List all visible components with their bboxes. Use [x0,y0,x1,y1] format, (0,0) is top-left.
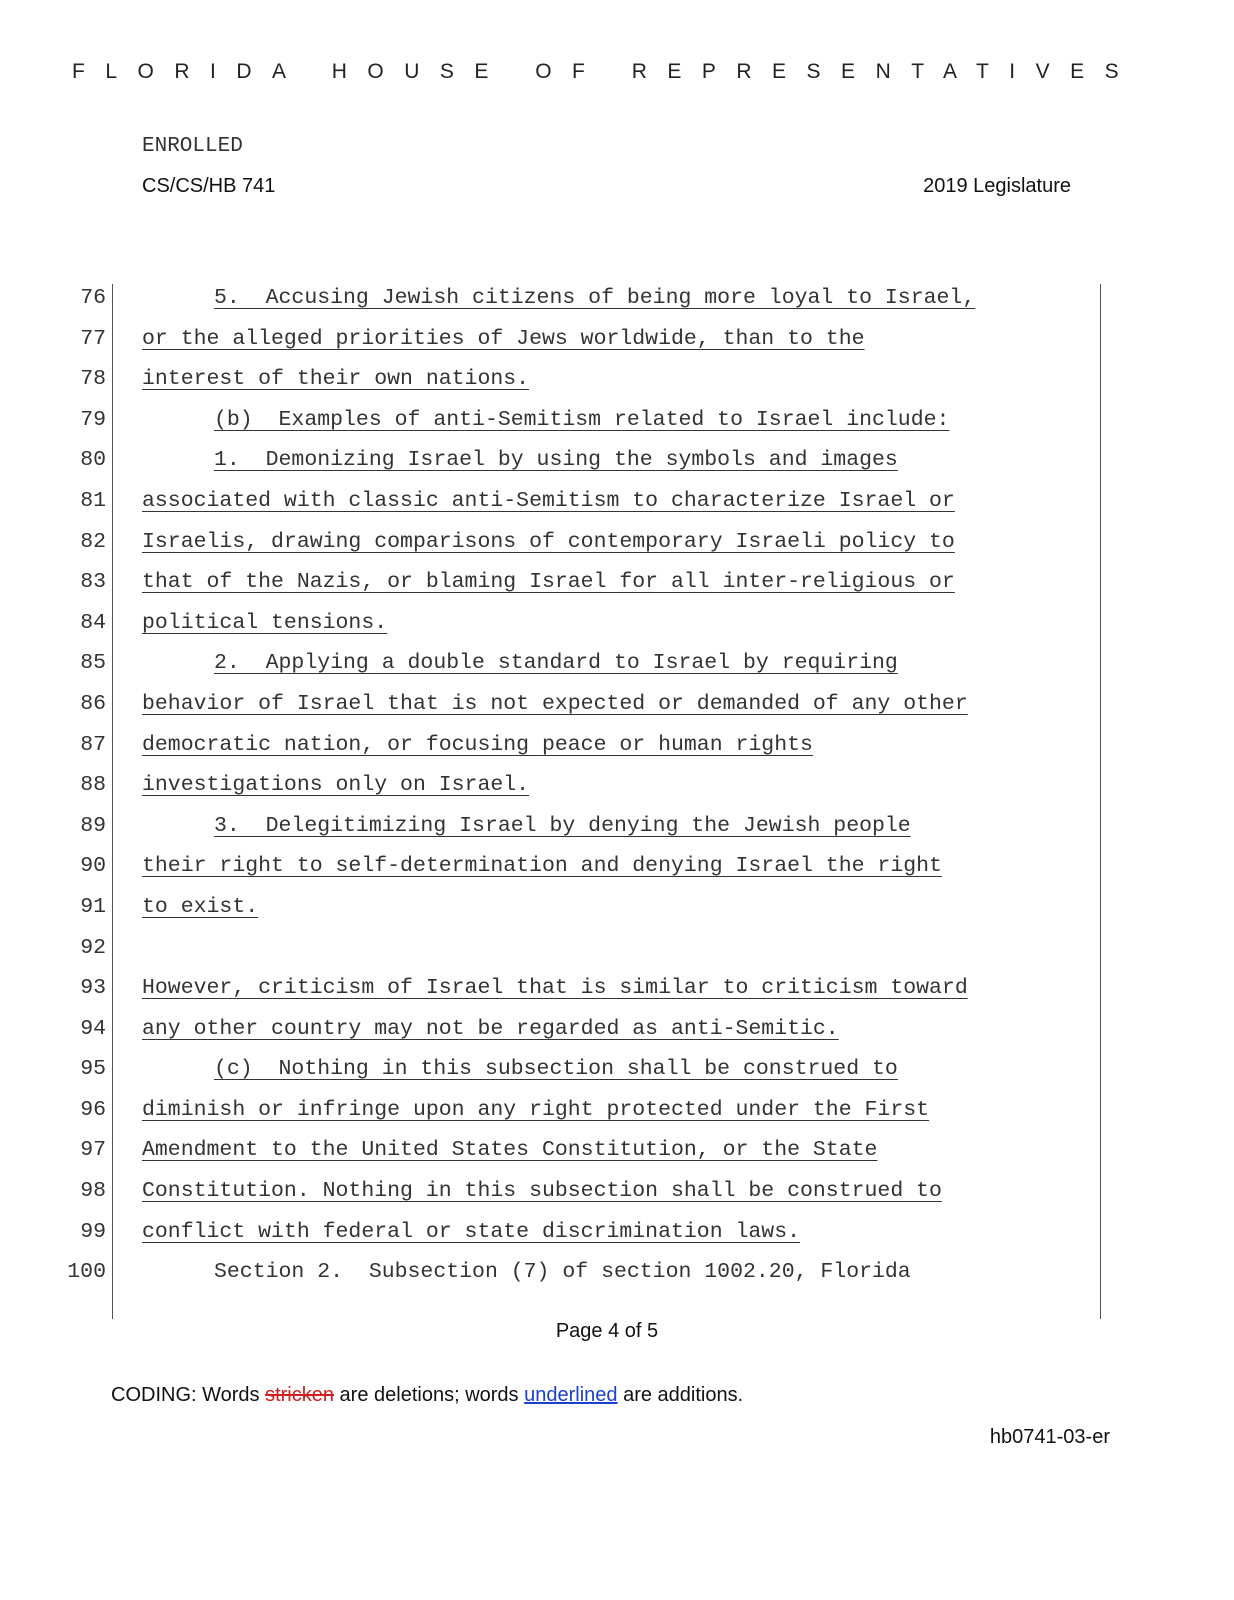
bill-id: CS/CS/HB 741 [142,175,276,197]
line-number: 91 [80,894,106,919]
line-text: 3. Delegitimizing Israel by denying the Jewish people [214,813,911,838]
line-number: 80 [80,448,106,473]
line-text: Israelis, drawing comparisons of contemporary Israeli policy to [142,529,955,554]
line-number: 99 [80,1219,106,1244]
bill-line [0,1015,1234,1056]
bill-line [0,365,1234,406]
bill-line [0,528,1234,569]
bill-line [0,974,1234,1015]
bill-line [0,406,1234,447]
line-number: 94 [80,1016,106,1041]
line-number: 90 [80,854,106,879]
bill-line [0,1055,1234,1096]
line-text: However, criticism of Israel that is similar to criticism toward [142,976,968,1001]
line-text: behavior of Israel that is not expected or demanded of any other [142,691,968,716]
document-id: hb0741-03-er [989,1426,1110,1448]
line-text: their right to self-determination and denying Israel the right [142,854,942,879]
bill-line [0,568,1234,609]
line-text: or the alleged priorities of Jews worldwide, than to the [142,326,865,351]
line-text: any other country may not be regarded as anti-Semitic. [142,1016,839,1041]
line-text: Constitution. Nothing in this subsection shall be construed to [142,1179,942,1204]
bill-line [0,325,1234,366]
bill-line [0,1136,1234,1177]
line-number: 83 [80,570,106,595]
line-number: 100 [67,1260,106,1285]
bill-line [0,771,1234,812]
bill-line [0,934,1234,975]
line-text: 5. Accusing Jewish citizens of being more loyal to Israel, [214,286,976,310]
line-number: 97 [80,1138,106,1163]
line-number: 81 [80,488,106,513]
bill-line [0,446,1234,487]
coding-underlined-sample: underlined [524,1384,618,1406]
bill-line [0,852,1234,893]
line-number: 86 [80,691,106,716]
page-number: Page 4 of 5 [555,1320,659,1342]
line-text: democratic nation, or focusing peace or human rights [142,732,813,757]
bill-line [0,1096,1234,1137]
bill-line [0,649,1234,690]
line-number: 88 [80,773,106,798]
coding-stricken-sample: stricken [265,1384,334,1406]
chamber-header: FLORIDA HOUSE OF REPRESENTATIVES [72,60,1140,83]
bill-line [0,690,1234,731]
coding-middle: are deletions; words [334,1384,525,1406]
line-number: 78 [80,367,106,392]
line-number: 84 [80,610,106,635]
line-number: 92 [80,935,106,960]
line-number: 87 [80,732,106,757]
line-text: investigations only on Israel. [142,773,530,798]
line-text: interest of their own nations. [142,367,530,392]
line-text: (c) Nothing in this subsection shall be construed to [214,1057,898,1082]
bill-line [0,1258,1234,1299]
bill-line [0,812,1234,853]
line-text: associated with classic anti-Semitism to characterize Israel or [142,488,955,513]
bill-line [0,731,1234,772]
line-number: 82 [80,529,106,554]
line-number: 89 [80,813,106,838]
line-number: 93 [80,976,106,1001]
line-number: 79 [80,407,106,432]
coding-suffix: are additions. [617,1384,744,1406]
bill-line [0,1177,1234,1218]
line-text: (b) Examples of anti-Semitism related to Israel include: [214,407,950,432]
line-text: diminish or infringe upon any right protected under the First [142,1097,930,1122]
line-number: 98 [80,1179,106,1204]
bill-line [0,893,1234,934]
line-text: political tensions. [142,610,388,635]
line-number: 77 [80,326,106,351]
coding-legend [111,1384,743,1407]
line-number: 85 [80,651,106,676]
line-text: Amendment to the United States Constitution, or the State [142,1138,878,1163]
bill-text-body [0,284,1234,1299]
bill-line [0,487,1234,528]
bill-line [0,609,1234,650]
bill-line [0,1218,1234,1259]
line-text: 2. Applying a double standard to Israel by requiring [214,651,898,676]
line-number: 96 [80,1097,106,1122]
legislative-session: 2019 Legislature [923,175,1071,197]
bill-status: ENROLLED [142,135,243,158]
line-text: that of the Nazis, or blaming Israel for all inter-religious or [142,570,955,595]
coding-prefix: CODING: Words [111,1384,266,1406]
line-text: to exist. [142,894,259,919]
line-number: 76 [80,286,106,310]
line-text: 1. Demonizing Israel by using the symbols and images [214,448,898,473]
line-number: 95 [80,1057,106,1082]
line-text: conflict with federal or state discrimination laws. [142,1219,801,1244]
bill-line [0,284,1234,325]
line-text: Section 2. Subsection (7) of section 1002.20, Florida [214,1260,911,1285]
